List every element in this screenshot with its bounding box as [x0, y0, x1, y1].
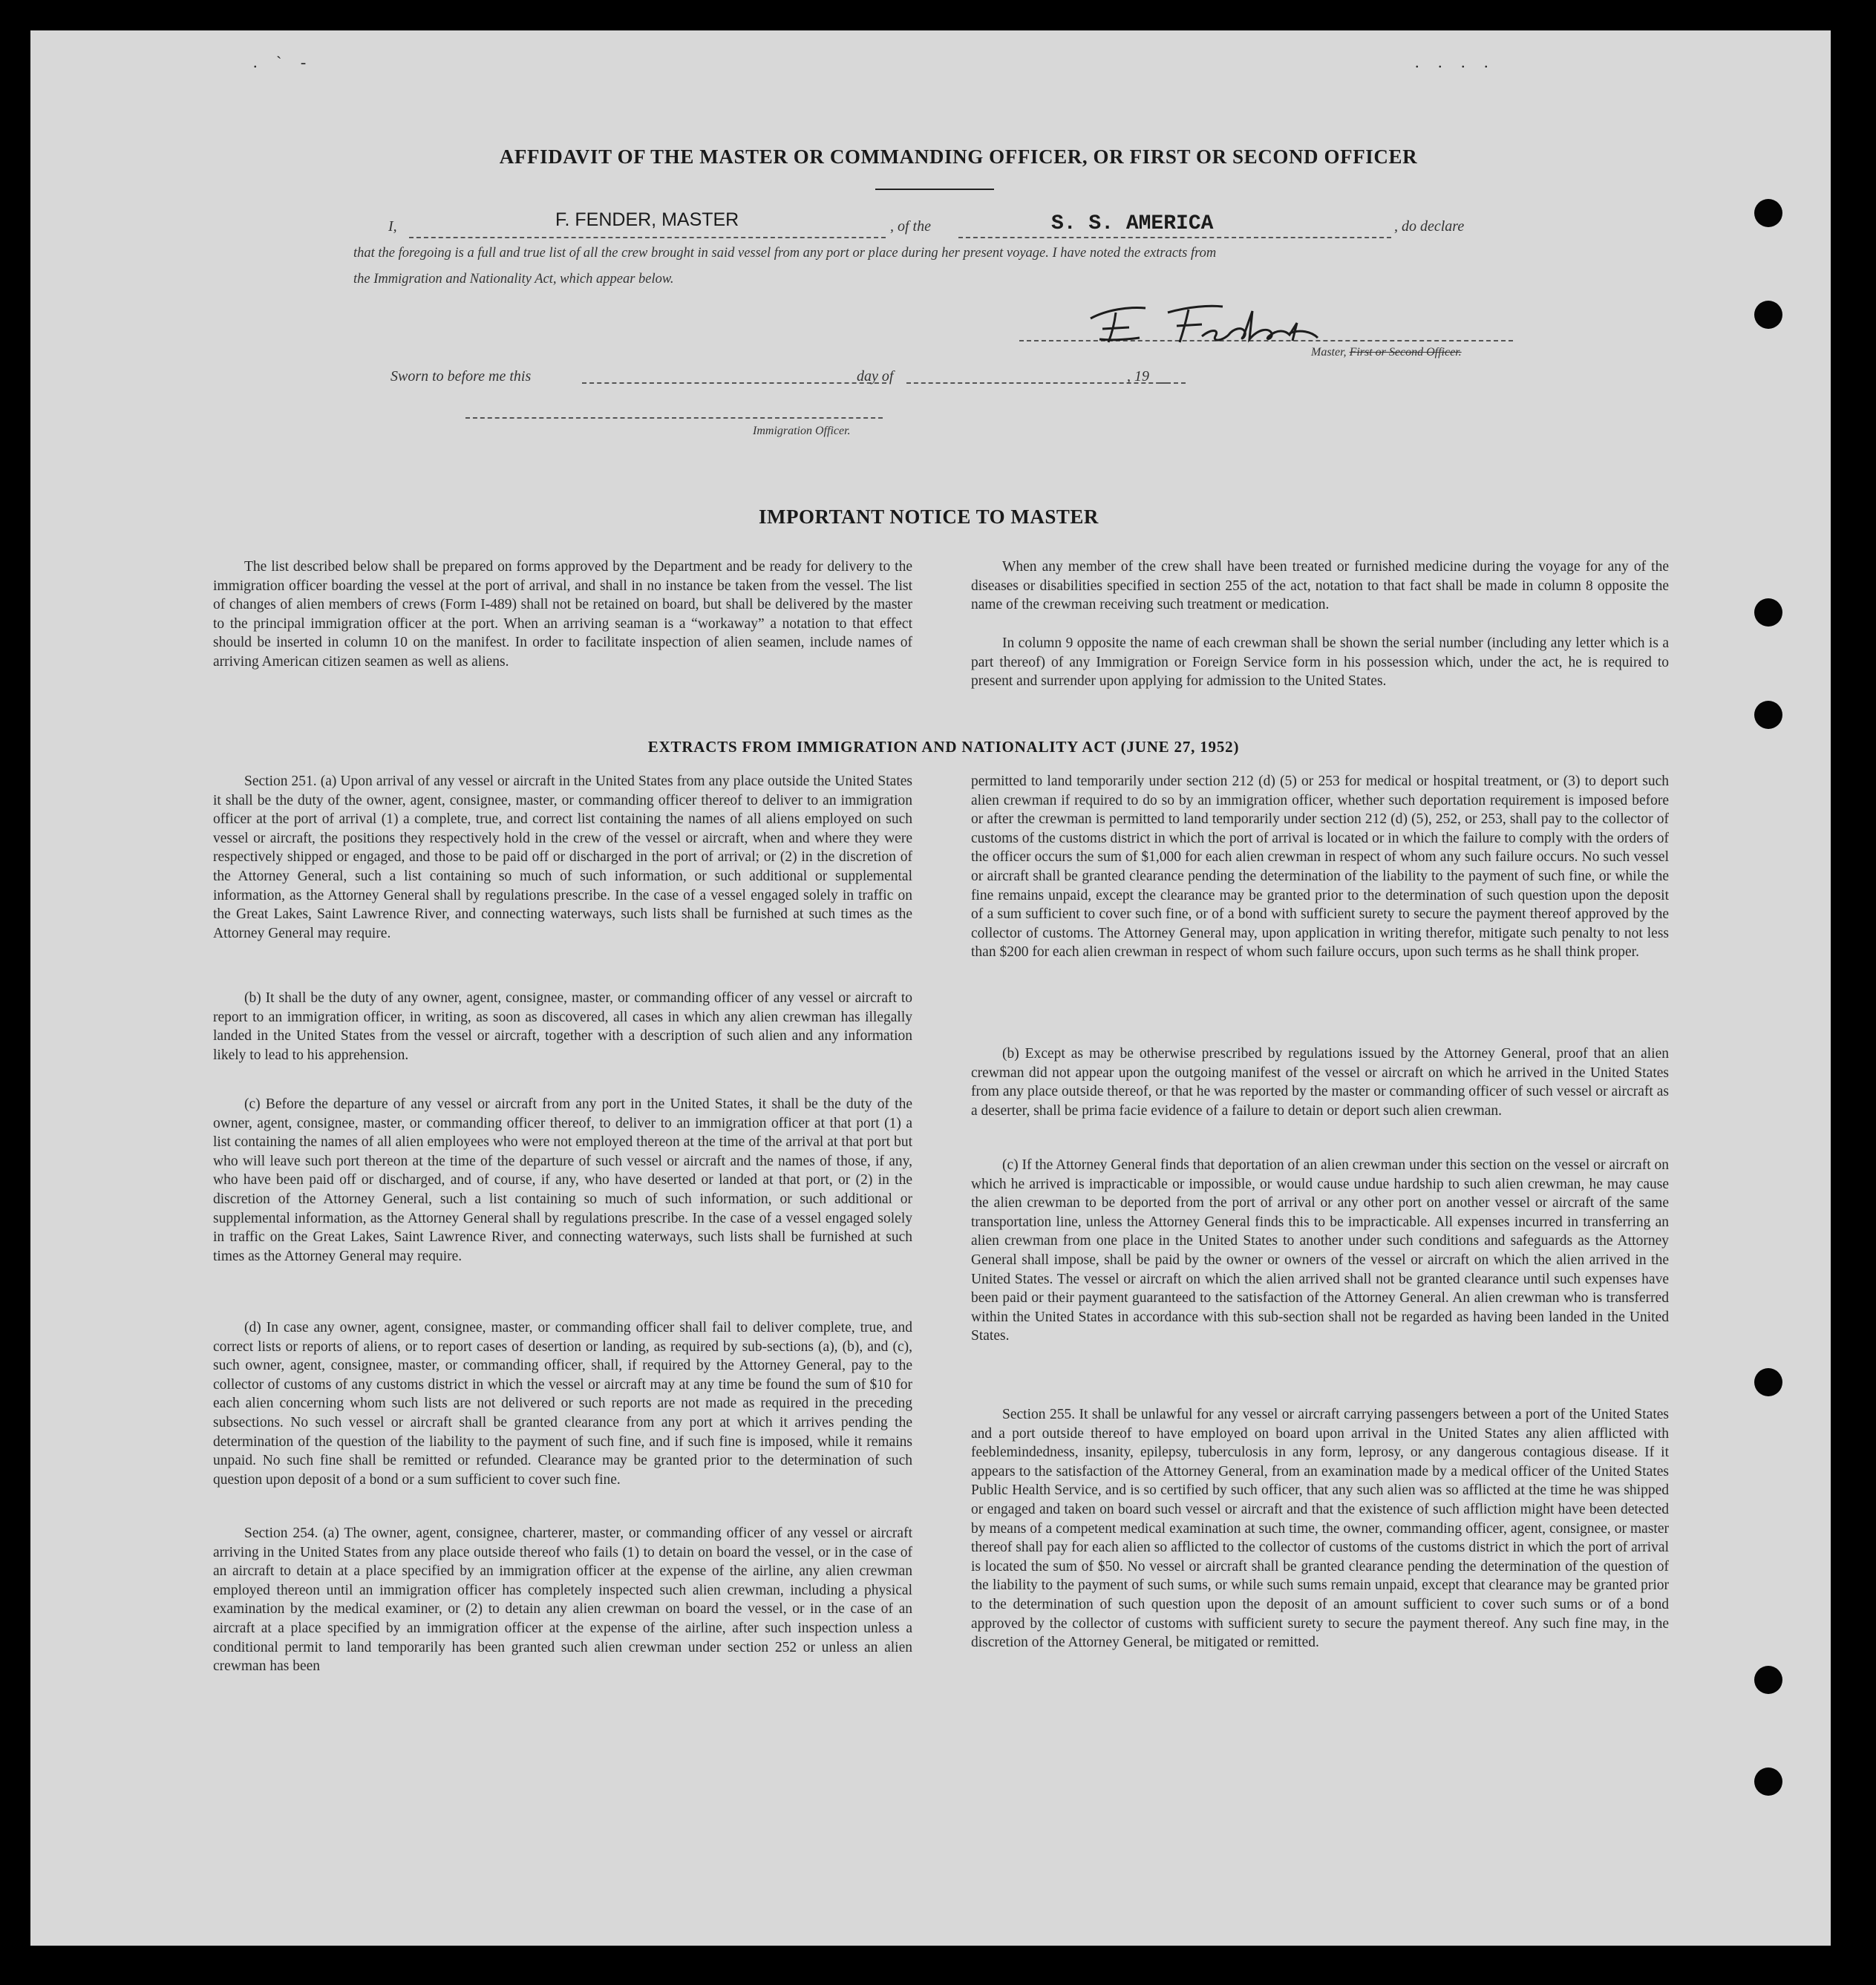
punch-hole: [1754, 598, 1782, 627]
section-254-a-continued: permitted to land temporarily under section 212 (d) (5) or 253 for medical or hospital treatment, or (3) to deport such alien crewman if required to do so by an immigration officer, whether such deportation requirement is imposed before or after the crewman is permitted to land temporarily under section 212 (d) (5), 252, or 253, shall pay to the collector of customs of the customs district in which the port of arrival is located or in which the failure to comply with the orders of the officer occurs the sum of $1,000 for each alien crewman in respect of whom any such failure occurs. No such vessel or aircraft shall be granted clearance pending the determination of the liability to the payment of such fine, or while the fine remains unpaid, except the clearance may be granted prior to the determination of such question upon the deposit of a sum sufficient to cover such fine, or of a bond with sufficient surety to secure the payment thereof approved by the collector of customs. The Attorney General may, upon application in writing therefor, mitigate such penalty to not less than $200 for each alien crewman in respect of whom such failure occurs, upon such terms as he shall think proper.: [971, 774, 1669, 961]
scan-mark-right: . . . .: [1415, 53, 1496, 71]
punch-hole: [1754, 1368, 1782, 1396]
master-name-field: F. FENDER, MASTER: [555, 209, 739, 230]
punch-hole: [1754, 1767, 1782, 1796]
notice-left-paragraph: The list described below shall be prepared on forms approved by the Department and be ready for delivery to the immigration officer boarding the vessel at the port of arrival, and shall in no instance be taken from the vessel. The list of changes of alien members of crews (Form I-489) shall not be retained on board, but shall be delivered by the master to the principal immigration officer at the port. When an arriving seaman is a “workaway” a notation to that effect should be inserted in column 10 on the manifest. In order to facilitate inspection of alien seamen, include names of arriving American citizen seamen as well as aliens.: [213, 559, 912, 670]
declaration-line-1: that the foregoing is a full and true list of all the crew brought in said vessel from any port or place during her present voyage. I have noted the extracts from: [353, 246, 1217, 261]
section-255: Section 255. It shall be unlawful for any vessel or aircraft carrying passengers between a port of the United States and a port outside thereof to have employed on board upon arrival in the United States any alien afflicted with feeblemindedness, insanity, epilepsy, tuberculosis in any form, leprosy, or any dangerous contagious disease. If it appears to the satisfaction of the Attorney General, from an examination made by a medical officer of the United States Public Health Service, and is so certified by such officer, that any such alien was so afflicted at the time he was shipped or engaged and taken on board such vessel or aircraft and that the existence of such affliction might have been detected by means of a competent medical examination at such time, the owner, commanding officer, agent, consignee, or master thereof shall pay for each alien so afflicted to the collector of customs of the customs district in which the port of arrival is located the sum of $50. No vessel or aircraft shall be granted clearance pending the determination of the question of the liability to the payment of such sums, or while such sums remain unpaid, except that clearance may be granted prior to the determination of such question upon the deposit of an amount sufficient to cover such sums or of a bond approved by the collector of customs with sufficient surety to secure the payment thereof. Any such fine may, in the discretion of the Attorney General, be mitigated or remitted.: [971, 1407, 1669, 1651]
section-251-d: (d) In case any owner, agent, consignee, master, or commanding officer shall fail to deliver complete, true, and correct lists or reports of aliens, or to report cases of desertion or landing, as required by sub-sections (a), (b), and (c), such owner, agent, consignee, master, or commanding officer, shall, if required by the Attorney General, pay to the collector of customs of any customs district in which the vessel or aircraft may at any time be found the sum of $10 for each alien concerning whom such lists are not delivered or such reports are not made as required in the preceding subsections. No such vessel or aircraft shall be granted clearance from any port at which it arrives pending the determination of the question of the liability to the payment of such fine, and if such fine is imposed, while it remains unpaid. No such fine shall be remitted or refunded. Clearance may be granted prior to the determination of such question upon deposit of a bond or a sum sufficient to cover such fine.: [213, 1320, 912, 1488]
title-rule: [875, 189, 994, 190]
punch-hole: [1754, 701, 1782, 729]
of-the-label: , of the: [890, 218, 931, 235]
immigration-officer-label: Immigration Officer.: [753, 425, 851, 437]
punch-hole: [1754, 199, 1782, 227]
section-254-c: (c) If the Attorney General finds that deportation of an alien crewman under this section on the vessel or aircraft on which he arrived is impracticable or impossible, or would cause undue hardship to such alien crewman, he may cause the alien crewman to be deported from the port of arrival or any other port on another vessel or aircraft of the same transportation line, unless the Attorney General finds this to be impracticable. All expenses incurred in transferring an alien crewman from one place in the United States to another under such conditions and safeguards as the Attorney General shall impose, shall be paid by the owner or owners of the vessel or aircraft on which the alien arrived in the United States. The vessel or aircraft on which the alien arrived shall not be granted clearance until such expenses have been paid or their payment guaranteed to the satisfaction of the Attorney General. An alien crewman who is transferred within the United States in accordance with this sub-section shall not be regarded as having been landed in the United States.: [971, 1157, 1669, 1344]
vessel-name-field: S. S. AMERICA: [1051, 212, 1214, 235]
vessel-line: [958, 237, 1391, 238]
year-line: [1159, 382, 1186, 384]
signer-title: [1311, 346, 1462, 359]
section-251-a: Section 251. (a) Upon arrival of any vessel or aircraft in the United States from any place outside the United States it shall be the duty of the owner, agent, consignee, master, or commanding officer thereof to deliver to an immigration officer at the port of arrival (1) a complete, true, and correct list containing the names of all aliens employed on such vessel or aircraft, the positions they respectively hold in the crew of the vessel or aircraft, when and where they were respectively shipped or engaged, and those to be paid off or discharged in the port of arrival; or (2) in the discretion of the Attorney General, such a list containing so much of such information, or such additional or supplemental information, as the Attorney General shall by regulations prescribe. In the case of a vessel engaged solely in traffic on the Great Lakes, Saint Lawrence River, and connecting waterways, such lists shall be furnished at such times as the Attorney General may require.: [213, 774, 912, 941]
document-page: [30, 30, 1831, 1946]
year-label: , 19: [1127, 368, 1149, 385]
scan-mark-left: . ` -: [253, 53, 314, 71]
sworn-label: Sworn to before me this: [390, 368, 532, 385]
notice-right-paragraph-1: When any member of the crew shall have been treated or furnished medicine during the voyage for any of the diseases or disabilities specified in section 255 of the act, notation to that fact shall be made in column 8 opposite the name of the crewman receiving such treatment or medication.: [971, 559, 1669, 613]
do-declare-label: , do declare: [1394, 218, 1465, 235]
section-254-a: Section 254. (a) The owner, agent, consignee, charterer, master, or commanding officer of any vessel or aircraft arriving in the United States from any place outside thereof who fails (1) to detain on board the vessel, or in the case of an aircraft to detain at a place specified by an immigration officer at the expense of the airline, any alien crewman employed thereon until an immigration officer has completely inspected such alien crewman, including a physical examination by the medical examiner, or (2) to detain any alien crewman on board the vessel, or in the case of an aircraft at a place specified by an immigration officer at the expense of the airline, after such inspection unless a conditional permit to land temporarily has been granted such alien crewman under section 252 or unless an alien crewman has been: [213, 1525, 912, 1675]
section-251-c: (c) Before the departure of any vessel or aircraft from any port in the United States, it shall be the duty of the owner, agent, consignee, master, or commanding officer thereof, to deliver to an immigration officer at that port (1) a list containing the names of all alien employees who were not employed thereon at the time of the arrival at that port but who will leave such port thereon at the time of the departure of such vessel or aircraft and the names of those, if any, who have been paid off or discharged, and of course, if any, who have deserted or landed at that port, or (2) in the discretion of the Attorney General, such a list containing so much of such information, or such additional or supplemental information, as the Attorney General shall by regulations prescribe. In the case of a vessel engaged solely in traffic on the Great Lakes, Saint Lawrence River, and connecting waterways, such lists shall be furnished at such times as the Attorney General may require.: [213, 1096, 912, 1264]
day-of-label: day of: [857, 368, 894, 385]
affidavit-title: AFFIDAVIT OF THE MASTER OR COMMANDING OFFICER, OR FIRST OR SECOND OFFICER: [499, 145, 1418, 168]
declaration-line-2: the Immigration and Nationality Act, which appear below.: [353, 272, 674, 287]
notice-right-paragraph-2: In column 9 opposite the name of each crewman shall be shown the serial number (including any letter which is a part thereof) of any Immigration or Foreign Service form in his possession which, under the act, he is required to present and surrender upon applying for admission to the United States.: [971, 635, 1669, 690]
notice-title: IMPORTANT NOTICE TO MASTER: [759, 506, 1099, 528]
pronoun-label: I,: [388, 218, 397, 235]
handwritten-signature: [1077, 296, 1344, 348]
punch-hole: [1754, 301, 1782, 329]
officer-line: [465, 417, 883, 419]
struck-officer-label: First or Second Officer.: [1349, 346, 1462, 359]
extracts-title: EXTRACTS FROM IMMIGRATION AND NATIONALITY ACT (JUNE 27, 1952): [647, 738, 1240, 756]
sworn-day-line: [582, 382, 886, 384]
section-251-b: (b) It shall be the duty of any owner, agent, consignee, master, or commanding officer of any vessel or aircraft to report to an immigration officer, in writing, as soon as discovered, all cases in which any alien crewman has illegally landed in the United States from the vessel or aircraft, together with a description of such alien and any information likely to lead to his apprehension.: [213, 990, 912, 1063]
section-254-b: (b) Except as may be otherwise prescribed by regulations issued by the Attorney General, proof that an alien crewman did not appear upon the outgoing manifest of the vessel or aircraft on which he arrived in the United States from any place outside thereof, or that he was reported by the master or commanding officer of such vessel or aircraft as a deserter, shall be prima facie evidence of a failure to detain or deport such alien crewman.: [971, 1046, 1669, 1119]
name-line: [409, 237, 886, 238]
master-label: Master,: [1311, 346, 1347, 359]
punch-hole: [1754, 1666, 1782, 1694]
